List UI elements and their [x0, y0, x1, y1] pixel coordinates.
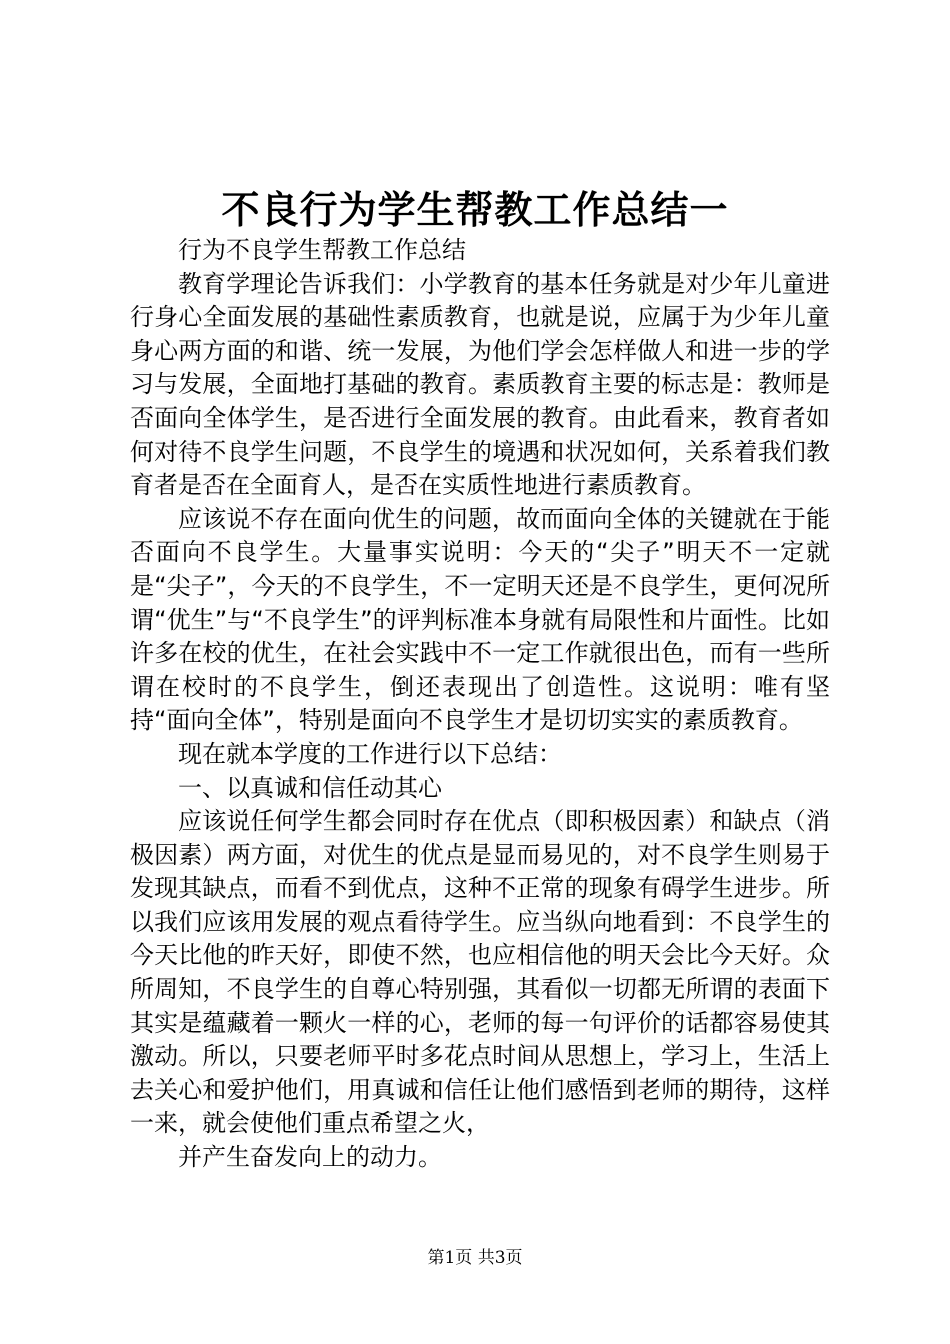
- section-heading: 一、以真诚和信任动其心: [178, 773, 442, 802]
- body-paragraph: 并产生奋发向上的动力。: [178, 1143, 442, 1172]
- document-body: [130, 234, 830, 1175]
- document-title: 不良行为学生帮教工作总结一: [221, 187, 729, 232]
- body-paragraph: 应该说不存在面向优生的问题，故而面向全体的关键就在于能否面向不良学生。大量事实说明：今天的“尖子”明天不一定就是“尖子”，今天的不良学生，不一定明天还是不良学生，更何况所谓“优生”与“不良学生”的评判标准本身就有局限性和片面性。比如许多在校的优生，在社会实践中不一定工作就很出色，而有一些所谓在校时的不良学生，倒还表现出了创造性。这说明：唯有坚持“面向全体”，特别是面向不良学生才是切切实实的素质教育。: [130, 504, 830, 735]
- subtitle-paragraph: 行为不良学生帮教工作总结: [178, 236, 466, 264]
- page-footer: 第1页 共3页: [427, 1248, 523, 1268]
- body-paragraph: 应该说任何学生都会同时存在优点（即积极因素）和缺点（消极因素）两方面，对优生的优点是显而易见的，对不良学生则易于发现其缺点，而看不到优点，这种不正常的现象有碍学生进步。所以我们应该用发展的观点看待学生。应当纵向地看到：不良学生的今天比他的昨天好，即使不然，也应相信他的明天会比今天好。众所周知，不良学生的自尊心特别强，其看似一切都无所谓的表面下其实是蕴藏着一颗火一样的心，老师的每一句评价的话都容易使其激动。所以，只要老师平时多花点时间从思想上，学习上，生活上去关心和爱护他们，用真诚和信任让他们感悟到老师的期待，这样一来，就会使他们重点希望之火，: [130, 807, 830, 1138]
- body-paragraph: 现在就本学度的工作进行以下总结：: [178, 739, 562, 768]
- body-paragraph: 教育学理论告诉我们：小学教育的基本任务就是对少年儿童进行身心全面发展的基础性素质教育，也就是说，应属于为少年儿童身心两方面的和谐、统一发展，为他们学会怎样做人和进一步的学习与发展，全面地打基础的教育。素质教育主要的标志是：教师是否面向全体学生，是否进行全面发展的教育。由此看来，教育者如何对待不良学生问题，不良学生的境遇和状况如何，关系着我们教育者是否在全面育人，是否在实质性地进行素质教育。: [130, 269, 830, 500]
